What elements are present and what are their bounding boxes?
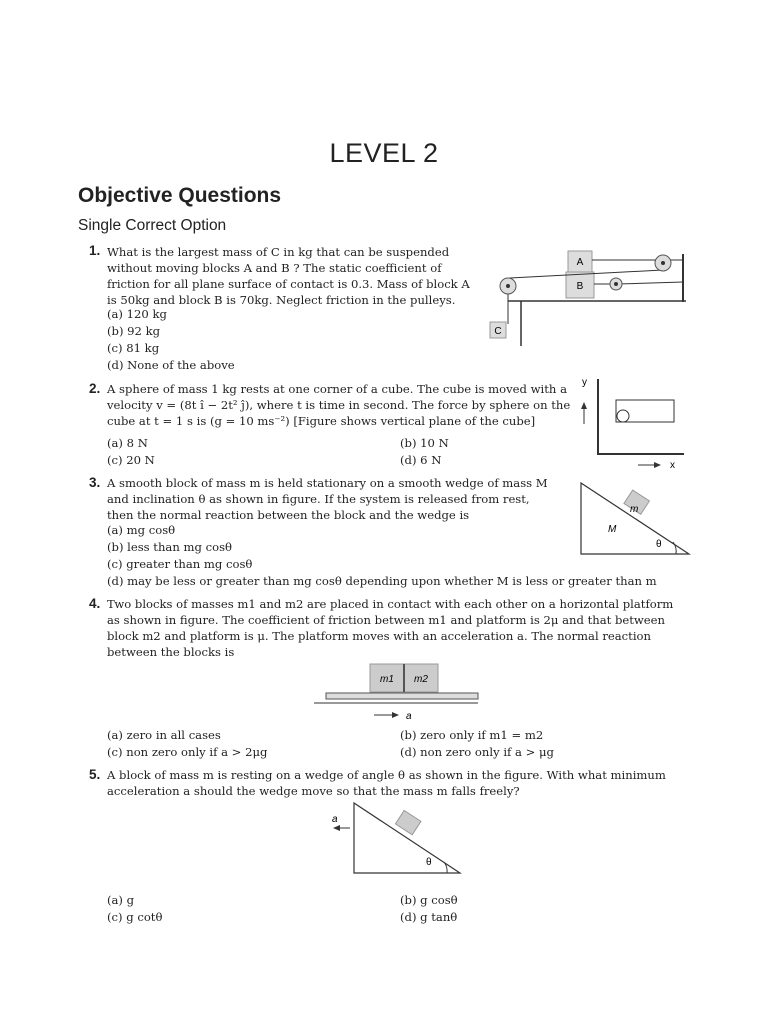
question-text <box>107 381 577 429</box>
question-number: 1. <box>89 243 101 258</box>
subsection-title: Single Correct Option <box>78 217 227 234</box>
question-line: block m2 and platform is μ. The platform moves with an acceleration a. The normal reaction <box>107 629 651 643</box>
angle-theta-label: θ <box>656 539 662 550</box>
question-text <box>107 475 577 523</box>
pulley-figure <box>488 246 688 348</box>
question-line: velocity v = (8t î − 2t² ĵ), where t is time in second. The force by sphere on the <box>107 398 571 412</box>
option[interactable]: (d) non zero only if a > μg <box>400 745 554 759</box>
axis-x-label: x <box>670 460 675 471</box>
angle-theta-label: θ <box>426 857 432 868</box>
option[interactable]: (c) g cotθ <box>107 910 163 924</box>
option[interactable]: (a) g <box>107 893 135 907</box>
block-b-label: B <box>576 281 584 292</box>
option[interactable]: (b) less than mg cosθ <box>107 540 233 554</box>
question-line: then the normal reaction between the block and the wedge is <box>107 508 470 522</box>
block-m-label: m <box>630 504 639 515</box>
option[interactable]: (d) may be less or greater than mg cosθ depending upon whether M is less or greater than m <box>107 574 657 588</box>
option[interactable]: (b) g cosθ <box>400 893 458 907</box>
option[interactable]: (c) 20 N <box>107 453 155 467</box>
question-text <box>107 767 697 799</box>
option[interactable]: (b) 92 kg <box>107 324 161 338</box>
option[interactable]: (d) None of the above <box>107 358 235 372</box>
cube-figure <box>574 374 686 472</box>
wedge-M-label: M <box>608 524 617 535</box>
option-list <box>107 306 235 374</box>
question-text <box>107 596 697 660</box>
question-line: A sphere of mass 1 kg rests at one corner of a cube. The cube is moved with a <box>107 382 567 396</box>
section-title: Objective Questions <box>78 184 282 207</box>
wedge-figure <box>578 478 692 558</box>
option[interactable]: (a) 120 kg <box>107 307 167 321</box>
question-line: as shown in figure. The coefficient of friction between m1 and platform is 2μ and that between <box>107 613 666 627</box>
accel-a-label: a <box>406 711 412 722</box>
question-number: 3. <box>89 475 101 490</box>
question-line: A smooth block of mass m is held stationary on a smooth wedge of mass M <box>107 476 548 490</box>
question-line: and inclination θ as shown in figure. If the system is released from rest, <box>107 492 530 506</box>
block-c-label: C <box>494 326 502 337</box>
axis-y-label: y <box>582 377 587 388</box>
option[interactable]: (a) zero in all cases <box>107 728 221 742</box>
block-a-label: A <box>576 257 584 268</box>
platform-figure <box>314 660 484 722</box>
question-line: without moving blocks A and B ? The static coefficient of <box>107 261 442 275</box>
question-line: What is the largest mass of C in kg that can be suspended <box>107 245 450 259</box>
option[interactable]: (b) 10 N <box>400 436 449 450</box>
question-number: 4. <box>89 596 101 611</box>
option-list <box>107 522 657 590</box>
question-line: A block of mass m is resting on a wedge of angle θ as shown in the figure. With what minimum <box>107 768 666 782</box>
accel-a-label: a <box>332 814 338 825</box>
option[interactable]: (c) non zero only if a > 2μg <box>107 745 268 759</box>
level-title: LEVEL 2 <box>329 138 439 168</box>
option[interactable]: (c) greater than mg cosθ <box>107 557 253 571</box>
option[interactable]: (a) mg cosθ <box>107 523 176 537</box>
option[interactable]: (d) 6 N <box>400 453 442 467</box>
question-text <box>107 244 482 308</box>
block-m2-label: m2 <box>414 674 428 685</box>
option[interactable]: (c) 81 kg <box>107 341 160 355</box>
block-m1-label: m1 <box>380 674 394 685</box>
question-line: between the blocks is <box>107 645 235 659</box>
option[interactable]: (a) 8 N <box>107 436 148 450</box>
question-number: 2. <box>89 381 101 396</box>
question-line: is 50kg and block B is 70kg. Neglect friction in the pulleys. <box>107 293 456 307</box>
option[interactable]: (d) g tanθ <box>400 910 458 924</box>
question-line: acceleration a should the wedge move so that the mass m falls freely? <box>107 784 520 798</box>
question-line: Two blocks of masses m1 and m2 are placed in contact with each other on a horizontal platform <box>107 597 674 611</box>
wedge-accel-figure <box>326 800 466 880</box>
question-number: 5. <box>89 767 101 782</box>
question-line: cube at t = 1 s is (g = 10 ms⁻²) [Figure shows vertical plane of the cube] <box>107 414 536 428</box>
question-line: friction for all plane surface of contact is 0.3. Mass of block A <box>107 277 470 291</box>
option[interactable]: (b) zero only if m1 = m2 <box>400 728 544 742</box>
